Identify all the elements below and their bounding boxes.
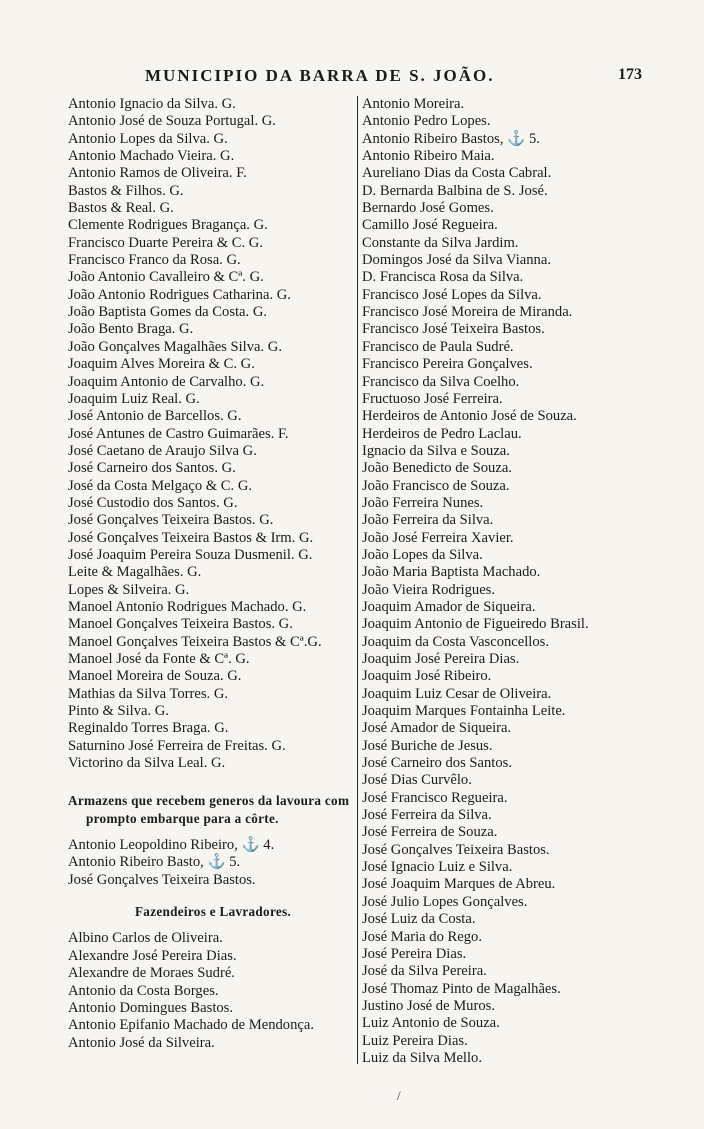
list-entry: Antonio Machado Vieira. G. bbox=[68, 148, 235, 165]
list-entry: José Julio Lopes Gonçalves. bbox=[362, 893, 528, 910]
list-entry: Mathias da Silva Torres. G. bbox=[68, 685, 229, 702]
list-entry: José Gonçalves Teixeira Bastos. bbox=[362, 841, 550, 858]
list-entry: José Maria do Rego. bbox=[362, 928, 482, 945]
list-entry: José Gonçalves Teixeira Bastos. G. bbox=[68, 512, 274, 529]
list-entry: Manoel José da Fonte & Cª. G. bbox=[68, 651, 250, 667]
list-entry: Pinto & Silva. G. bbox=[68, 703, 169, 720]
list-entry: Bernardo José Gomes. bbox=[362, 200, 494, 217]
list-entry: José Carneiro dos Santos. G. bbox=[68, 460, 236, 477]
list-entry: Camillo José Regueira. bbox=[362, 217, 498, 234]
list-entry: José Francisco Regueira. bbox=[362, 789, 508, 806]
list-entry: João Ferreira Nunes. bbox=[362, 494, 484, 511]
list-entry: Ignacio da Silva e Souza. bbox=[362, 442, 510, 459]
list-entry: Bastos & Filhos. G. bbox=[68, 182, 184, 199]
list-entry: José Ferreira da Silva. bbox=[362, 807, 492, 824]
list-entry: Albino Carlos de Oliveira. bbox=[68, 930, 223, 947]
list-entry: Antonio Leopoldino Ribeiro, ⚓ 4. bbox=[68, 837, 275, 854]
armazens-heading: Armazens que recebem generos da lavoura com prompto embarque para a côrte. bbox=[68, 793, 350, 826]
page-title: MUNICIPIO DA BARRA DE S. JOÃO. bbox=[145, 66, 495, 85]
list-entry: Constante da Silva Jardim. bbox=[362, 234, 519, 251]
list-entry: Joaquim Luiz Real. G. bbox=[68, 390, 200, 407]
list-entry: D. Francisca Rosa da Silva. bbox=[362, 269, 524, 286]
list-entry: João Antonio Cavalleiro & Cª. G. bbox=[68, 269, 264, 286]
list-entry: Victorino da Silva Leal. G. bbox=[68, 755, 226, 772]
list-entry: José Buriche de Jesus. bbox=[362, 737, 493, 754]
list-entry: Manoel Moreira de Souza. G. bbox=[68, 668, 242, 685]
list-entry: João Ferreira da Silva. bbox=[362, 512, 494, 529]
list-entry: Aureliano Dias da Costa Cabral. bbox=[362, 165, 552, 182]
armazens-list bbox=[68, 837, 358, 889]
list-entry: José Joaquim Marques de Abreu. bbox=[362, 876, 556, 893]
list-entry: Antonio Ribeiro Bastos, ⚓ 5. bbox=[362, 130, 540, 147]
list-entry: Joaquim Marques Fontainha Leite. bbox=[362, 703, 566, 720]
list-entry: Luiz Pereira Dias. bbox=[362, 1032, 468, 1049]
list-entry: Francisco de Paula Sudré. bbox=[362, 338, 514, 355]
list-entry: José Antonio de Barcellos. G. bbox=[68, 408, 242, 425]
list-entry: Antonio Lopes da Silva. G. bbox=[68, 130, 228, 147]
list-entry: José Joaquim Pereira Souza Dusmenil. G. bbox=[68, 546, 313, 563]
list-entry: João Benedicto de Souza. bbox=[362, 460, 512, 477]
list-entry: João Maria Baptista Machado. bbox=[362, 564, 541, 581]
list-entry: Justino José de Muros. bbox=[362, 997, 495, 1014]
fazendeiros-heading: Fazendeiros e Lavradores. bbox=[134, 904, 292, 920]
list-entry: José Custodio dos Santos. G. bbox=[68, 494, 238, 511]
list-entry: Joaquim Amador de Siqueira. bbox=[362, 598, 536, 615]
page-header bbox=[0, 62, 704, 92]
list-entry: Antonio Epifanio Machado de Mendonça. bbox=[68, 1017, 314, 1034]
list-entry: José Ignacio Luiz e Silva. bbox=[362, 859, 513, 876]
list-entry: José Antunes de Castro Guimarães. F. bbox=[68, 425, 289, 442]
spacer bbox=[68, 920, 358, 930]
list-entry: Bastos & Real. G. bbox=[68, 200, 174, 217]
list-entry: José Amador de Siqueira. bbox=[362, 720, 512, 737]
list-entry: Francisco Franco da Rosa. G. bbox=[68, 252, 241, 269]
list-entry: José Carneiro dos Santos. bbox=[362, 755, 512, 772]
list-entry: Joaquim Luiz Cesar de Oliveira. bbox=[362, 685, 552, 702]
list-entry: Luiz Antonio de Souza. bbox=[362, 1015, 500, 1032]
list-entry: Domingos José da Silva Vianna. bbox=[362, 252, 551, 269]
list-entry: Antonio Ribeiro Maia. bbox=[362, 148, 495, 165]
spacer bbox=[68, 889, 358, 903]
left-entry-list bbox=[68, 96, 358, 772]
list-entry: Antonio José da Silveira. bbox=[68, 1034, 215, 1051]
list-entry: Francisco da Silva Coelho. bbox=[362, 373, 520, 390]
list-entry: Manoel Gonçalves Teixeira Bastos & Cª.G. bbox=[68, 633, 322, 650]
list-entry: José Thomaz Pinto de Magalhães. bbox=[362, 980, 561, 997]
list-entry: José Gonçalves Teixeira Bastos. bbox=[68, 871, 256, 888]
list-entry: Clemente Rodrigues Bragança. G. bbox=[68, 217, 268, 234]
list-entry: Saturnino José Ferreira de Freitas. G. bbox=[68, 737, 286, 754]
list-entry: Antonio Ribeiro Basto, ⚓ 5. bbox=[68, 854, 241, 871]
list-entry: João José Ferreira Xavier. bbox=[362, 529, 514, 546]
list-entry: Joaquim da Costa Vasconcellos. bbox=[362, 633, 549, 650]
list-entry: José Pereira Dias. bbox=[362, 945, 467, 962]
right-entry-list bbox=[362, 96, 662, 1067]
list-entry: José Gonçalves Teixeira Bastos & Irm. G. bbox=[68, 529, 314, 546]
list-entry: José da Silva Pereira. bbox=[362, 963, 487, 980]
list-entry: Antonio Ignacio da Silva. G. bbox=[68, 96, 236, 112]
list-entry: João Gonçalves Magalhães Silva. G. bbox=[68, 338, 282, 355]
list-entry: Alexandre José Pereira Dias. bbox=[68, 947, 237, 964]
list-entry: Francisco José Lopes da Silva. bbox=[362, 286, 542, 303]
list-entry: Joaquim Antonio de Carvalho. G. bbox=[68, 373, 265, 390]
footer-mark: / bbox=[397, 1088, 401, 1103]
list-entry: José Caetano de Araujo Silva G. bbox=[68, 442, 257, 459]
list-entry: Reginaldo Torres Braga. G. bbox=[68, 720, 229, 737]
list-entry: José Dias Curvêlo. bbox=[362, 772, 472, 789]
list-entry: Manoel Gonçalves Teixeira Bastos. G. bbox=[68, 616, 293, 633]
list-entry: Leite & Magalhães. G. bbox=[68, 564, 202, 581]
list-entry: Antonio Moreira. bbox=[362, 96, 465, 112]
list-entry: Joaquim José Pereira Dias. bbox=[362, 651, 520, 667]
list-entry: Francisco Pereira Gonçalves. bbox=[362, 356, 533, 373]
list-entry: Herdeiros de Pedro Laclau. bbox=[362, 425, 522, 442]
list-entry: Lopes & Silveira. G. bbox=[68, 581, 190, 598]
list-entry: Joaquim José Ribeiro. bbox=[362, 668, 492, 685]
list-entry: Francisco José Teixeira Bastos. bbox=[362, 321, 545, 338]
page-number: 173 bbox=[618, 66, 642, 83]
list-entry: João Baptista Gomes da Costa. G. bbox=[68, 304, 268, 321]
list-entry: João Antonio Rodrigues Catharina. G. bbox=[68, 286, 291, 303]
list-entry: Antonio Domingues Bastos. bbox=[68, 999, 233, 1016]
list-entry: José Luiz da Costa. bbox=[362, 911, 476, 928]
list-entry: Francisco José Moreira de Miranda. bbox=[362, 304, 573, 321]
list-entry: José Ferreira de Souza. bbox=[362, 824, 498, 841]
list-entry: João Lopes da Silva. bbox=[362, 546, 483, 563]
list-entry: João Bento Braga. G. bbox=[68, 321, 194, 338]
left-column bbox=[68, 96, 358, 1052]
fazendeiros-list bbox=[68, 930, 358, 1051]
list-entry: D. Bernarda Balbina de S. José. bbox=[362, 182, 548, 199]
list-entry: José da Costa Melgaço & C. G. bbox=[68, 477, 253, 494]
list-entry: Francisco Duarte Pereira & C. G. bbox=[68, 234, 263, 251]
list-entry: João Francisco de Souza. bbox=[362, 477, 510, 494]
right-column bbox=[362, 96, 662, 1067]
list-entry: Antonio Pedro Lopes. bbox=[362, 113, 491, 130]
list-entry: Luiz da Silva Mello. bbox=[362, 1049, 482, 1066]
list-entry: Antonio da Costa Borges. bbox=[68, 982, 219, 999]
spacer bbox=[68, 827, 358, 837]
list-entry: Herdeiros de Antonio José de Souza. bbox=[362, 408, 577, 425]
list-entry: Joaquim Alves Moreira & C. G. bbox=[68, 356, 255, 373]
list-entry: Alexandre de Moraes Sudré. bbox=[68, 965, 235, 982]
list-entry: Joaquim Antonio de Figueiredo Brasil. bbox=[362, 616, 589, 633]
spacer bbox=[68, 772, 358, 786]
list-entry: Fructuoso José Ferreira. bbox=[362, 390, 503, 407]
list-entry: Antonio Ramos de Oliveira. F. bbox=[68, 165, 247, 182]
list-entry: Manoel Antonio Rodrigues Machado. G. bbox=[68, 598, 307, 615]
list-entry: João Vieira Rodrigues. bbox=[362, 581, 496, 598]
list-entry: Antonio José de Souza Portugal. G. bbox=[68, 113, 276, 130]
